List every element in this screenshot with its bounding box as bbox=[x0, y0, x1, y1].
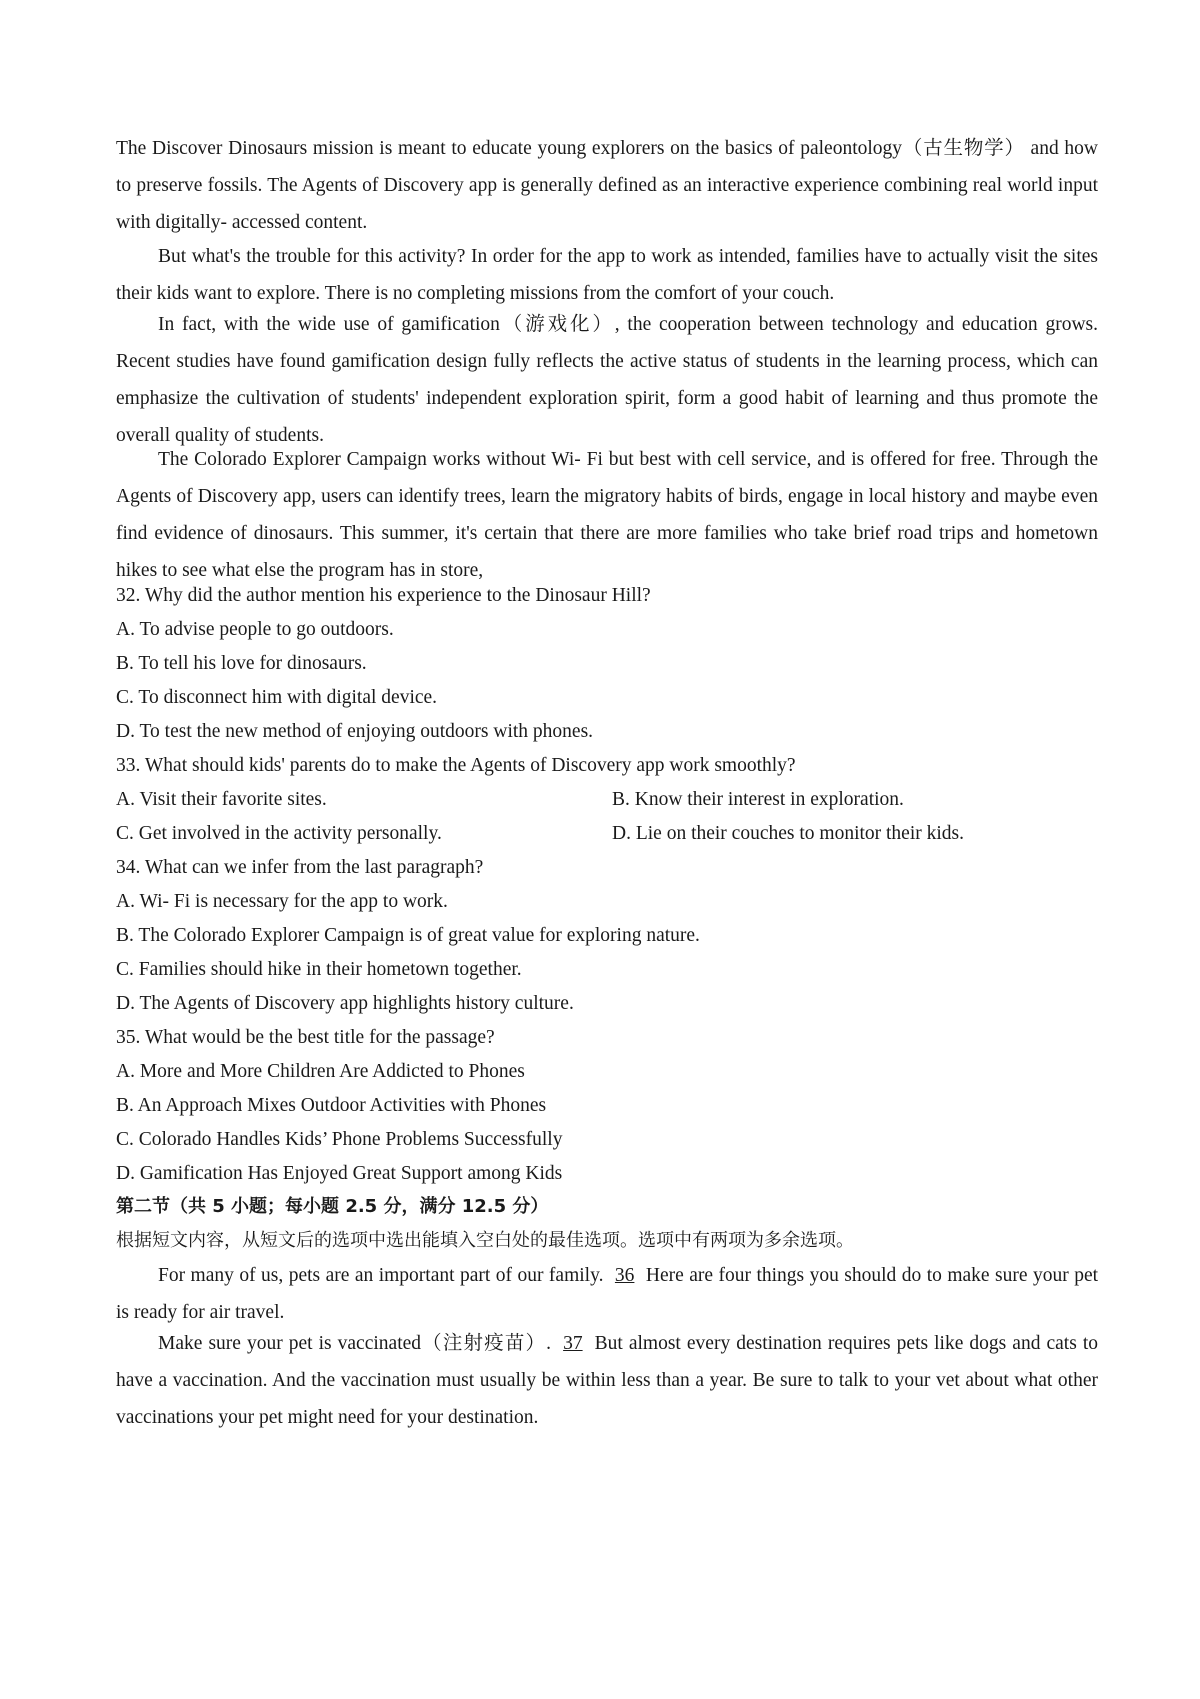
question-34-option-b: B. The Colorado Explorer Campaign is of great value for exploring nature. bbox=[116, 925, 700, 946]
question-34-option-a: A. Wi- Fi is necessary for the app to work. bbox=[116, 891, 448, 912]
passage-paragraph-2: But what's the trouble for this activity? In order for the app to work as intended, families have to actually visit the sites their kids want to explore. There is no completing missions from the comfort of your couch. bbox=[116, 246, 1098, 304]
paragraph-2-before-blank: Make sure your pet is vaccinated（注射疫苗）. bbox=[158, 1333, 552, 1354]
question-32-option-a: A. To advise people to go outdoors. bbox=[116, 619, 394, 640]
question-35-option-c: C. Colorado Handles Kids’ Phone Problems Successfully bbox=[116, 1129, 563, 1150]
question-32-option-b: B. To tell his love for dinosaurs. bbox=[116, 653, 367, 674]
question-34-option-c: C. Families should hike in their hometown together. bbox=[116, 959, 522, 980]
passage-paragraph-4: The Colorado Explorer Campaign works without Wi- Fi but best with cell service, and is offered for free. Through the Agents of Discovery app, users can identify trees, learn the migratory habits of birds, engage in local history and maybe even find evidence of dinosaurs. This summer, it's certain that there are more families who take brief road trips and hometown hikes to see what else the program has in store, bbox=[116, 449, 1098, 581]
question-33-option-c: C. Get involved in the activity personally. bbox=[116, 823, 442, 844]
question-32-option-c: C. To disconnect him with digital device. bbox=[116, 687, 438, 708]
blank-36: 36 bbox=[614, 1265, 635, 1286]
question-35-stem: 35. What would be the best title for the passage? bbox=[116, 1027, 495, 1048]
question-32-option-d: D. To test the new method of enjoying outdoors with phones. bbox=[116, 721, 594, 742]
question-33-option-a: A. Visit their favorite sites. bbox=[116, 789, 327, 810]
question-35-option-b: B. An Approach Mixes Outdoor Activities with Phones bbox=[116, 1095, 547, 1116]
question-34-stem: 34. What can we infer from the last paragraph? bbox=[116, 857, 484, 878]
question-32-stem: 32. Why did the author mention his experience to the Dinosaur Hill? bbox=[116, 585, 651, 606]
blank-37: 37 bbox=[563, 1333, 583, 1354]
paragraph-1-before-blank: For many of us, pets are an important part of our family. bbox=[158, 1265, 604, 1286]
section2-paragraph-2 bbox=[116, 1325, 1098, 1436]
section-title: 第二节（共 5 小题；每小题 2.5 分，满分 12.5 分） bbox=[116, 1196, 549, 1217]
paragraph-2-after-blank: But almost every destination requires pets like dogs and cats to have a vaccination. And the vaccination must usually be within less than a year. Be sure to talk to your vet about what other vaccinations your pet might need for your destination. bbox=[116, 1333, 1099, 1428]
passage-paragraph-3: In fact, with the wide use of gamification（游戏化）, the cooperation between technology and education grows. Recent studies have found gamification design fully reflects the active status of students in the learning process, which can emphasize the cultivation of students' independent exploration spirit, form a good habit of learning and thus promote the overall quality of students. bbox=[116, 314, 1098, 446]
section2-paragraph-1 bbox=[116, 1257, 1098, 1331]
paragraph-1-after-blank: Here are four things you should do to make sure your pet is ready for air travel. bbox=[116, 1265, 1099, 1323]
question-34-option-d: D. The Agents of Discovery app highlights history culture. bbox=[116, 993, 574, 1014]
question-35-option-d: D. Gamification Has Enjoyed Great Support among Kids bbox=[116, 1163, 563, 1184]
question-33-stem: 33. What should kids' parents do to make the Agents of Discovery app work smoothly? bbox=[116, 755, 796, 776]
question-33-option-d: D. Lie on their couches to monitor their kids. bbox=[612, 823, 965, 844]
section-instruction: 根据短文内容，从短文后的选项中选出能填入空白处的最佳选项。选项中有两项为多余选项。 bbox=[116, 1230, 854, 1251]
question-33-option-b: B. Know their interest in exploration. bbox=[612, 789, 904, 810]
passage-paragraph-1: The Discover Dinosaurs mission is meant to educate young explorers on the basics of paleontology（古生物学） and how to preserve fossils. The Agents of Discovery app is generally defined as an interactive experience combining real world input with digitally- accessed content. bbox=[116, 138, 1098, 233]
question-35-option-a: A. More and More Children Are Addicted to Phones bbox=[116, 1061, 525, 1082]
